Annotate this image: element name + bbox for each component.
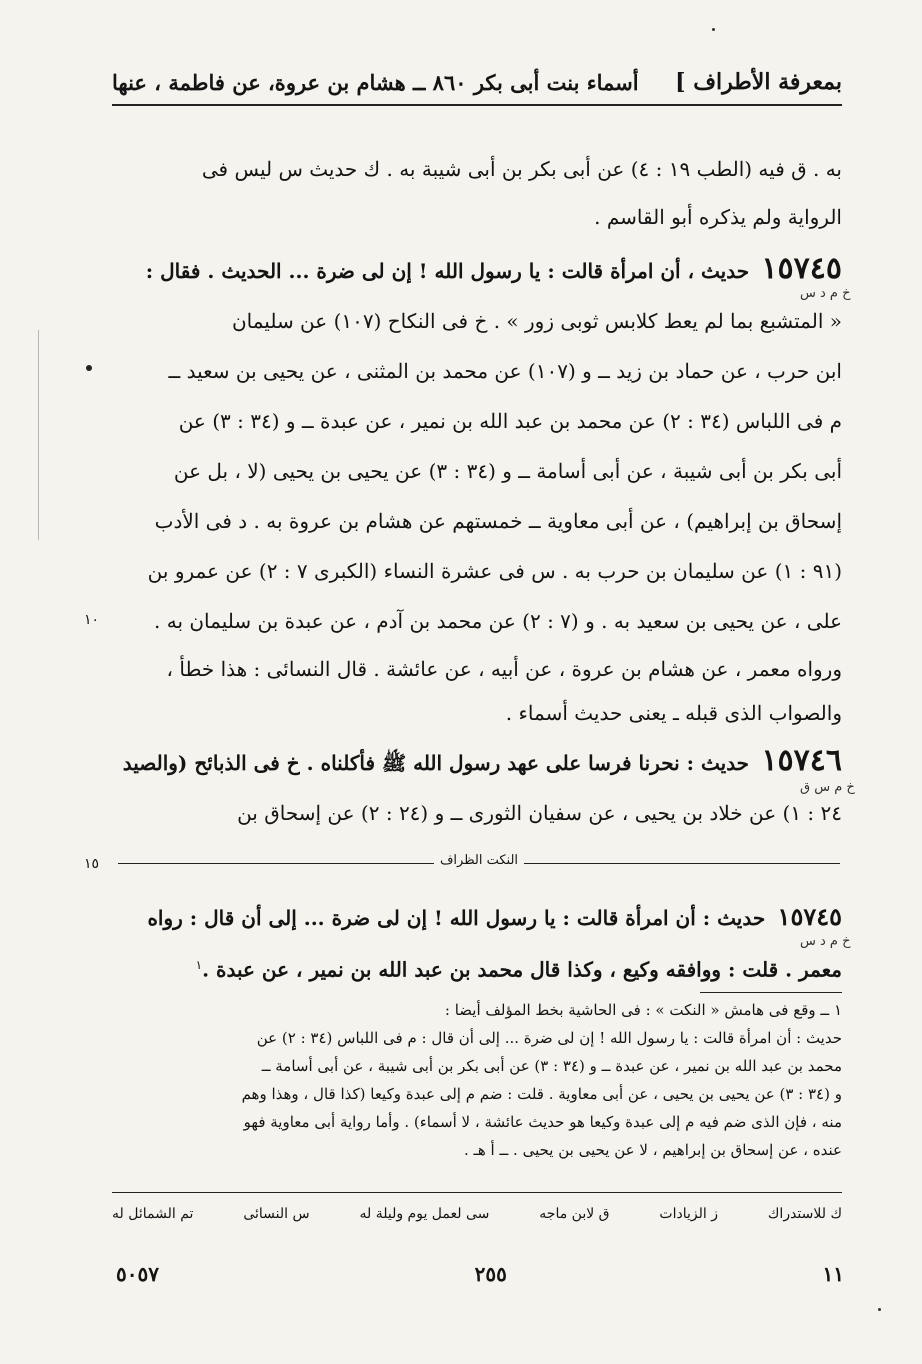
text-line-6: م فى اللباس (٣٤ : ٢) عن محمد بن عبد الله بن نمير ، عن عبدة ــ و (٣٤ : ٣) عن <box>178 409 842 433</box>
legend-item: سى لعمل يوم وليلة له <box>359 1206 490 1222</box>
text-line-14: ٢٤ : ١) عن خلاد بن يحيى ، عن سفيان الثورى ــ و (٢٤ : ٢) عن إسحاق بن <box>237 801 842 825</box>
footnote-line: و (٣٤ : ٣) عن يحيى بن يحيى ، عن أبى معاوية . قلت : ضم م إلى عبدة وكيعا (كذا قال ، وهذا وهم <box>241 1085 842 1103</box>
hadith-number: ١٥٧٤٥ <box>777 902 842 931</box>
scan-speck <box>712 28 715 31</box>
text-line-9: (٩١ : ١) عن سليمان بن حرب به . س فى عشرة النساء (الكبرى ٧ : ٢) عن عمرو بن <box>147 559 842 583</box>
divider-label: النكت الظراف <box>434 853 524 868</box>
page-footer <box>116 1262 844 1290</box>
header-book-title: بمعرفة الأطراف ] <box>675 69 842 95</box>
scan-edge-line <box>38 330 39 540</box>
legend-item: ق لابن ماجه <box>539 1206 610 1222</box>
footnote-ref: ١ <box>195 958 203 972</box>
legend-item: س النسائى <box>243 1206 310 1222</box>
header-section-title: أسماء بنت أبى بكر ٨٦٠ ــ هشام بن عروة، عن فاطمة ، عنها <box>112 69 639 95</box>
running-header <box>112 60 842 106</box>
text-line-7: أبى بكر بن أبى شيبة ، عن أبى أسامة ــ و (٣٤ : ٣) عن يحيى بن يحيى (لا ، بل عن <box>173 459 842 483</box>
footnote-line: ١ ــ وقع فى هامش « النكت » : فى الحاشية بخط المؤلف أيضا : <box>444 1001 842 1019</box>
text-line-1: به . ق فيه (الطب ١٩ : ٤) عن أبى بكر بن أبى شيبة به . ك حديث س ليس فى <box>201 157 842 181</box>
hadith-text: حديث : نحرنا فرسا على عهد رسول الله ﷺ فأكلناه . خ فى الذبائح (والصيد <box>122 751 750 775</box>
hadith-number: ١٥٧٤٥ <box>761 251 842 286</box>
text-line-8: إسحاق بن إبراهيم) ، عن أبى معاوية ــ خمستهم عن هشام بن عروة به . د فى الأدب <box>154 509 842 533</box>
footnote-rule <box>700 992 842 993</box>
legend-item: ز الزيادات <box>659 1206 718 1222</box>
sigla-note: خ م س ق <box>800 780 855 795</box>
footnote-line: عنده ، عن إسحاق بن إبراهيم ، لا عن يحيى بن يحيى . ــ أ هـ . <box>463 1141 842 1159</box>
text-line-2: الرواية ولم يذكره أبو القاسم . <box>594 205 842 229</box>
hadith-15745-line-1 <box>110 248 842 290</box>
line-number-10: ١٠ <box>84 612 100 628</box>
hadith-number: ١٥٧٤٦ <box>761 743 842 778</box>
scan-speck <box>878 1308 881 1311</box>
nukat-text: حديث : أن امرأة قالت : يا رسول الله ! إن لى ضرة ... إلى أن قال : رواه <box>147 906 766 930</box>
text-line-10: على ، عن يحيى بن سعيد به . و (٧ : ٢) عن محمد بن آدم ، عن عبدة بن سليمان به . <box>154 609 842 633</box>
text-line-4: « المتشبع بما لم يعط كلابس ثوبى زور » . خ فى النكاح (١٠٧) عن سليمان <box>231 309 842 333</box>
nukat-line-2 <box>110 944 842 986</box>
sigla-note: خ م د س <box>800 934 851 949</box>
footnote-line: منه ، فإن الذى ضم فيه م إلى عبدة وكيعا هو حديث عائشة ، لا أسماء) . وأما رواية أبى معاوية فهو <box>243 1113 842 1131</box>
footnote-line: حديث : أن امرأة قالت : يا رسول الله ! إن لى ضرة ... إلى أن قال : م فى اللباس (٣٤ : ٢) عن <box>256 1029 842 1047</box>
footnote-line: محمد بن عبد الله بن نمير ، عن عبدة ــ و (٣٤ : ٣) عن أبى بكر بن أبى شيبة ، عن أبى أسامة ــ <box>261 1057 842 1075</box>
margin-bullet <box>86 365 92 371</box>
sigla-legend <box>112 1206 842 1232</box>
nukat-line-1 <box>110 896 842 938</box>
sigla-note: خ م د س <box>800 286 851 301</box>
legend-item: ك للاستدراك <box>767 1206 842 1222</box>
volume-number: ١١ <box>822 1262 844 1286</box>
text-line-12: والصواب الذى قبله ـ يعنى حديث أسماء . <box>505 701 842 725</box>
text-line-11: ورواه معمر ، عن هشام بن عروة ، عن أبيه ، عن عائشة . قال النسائى : هذا خطأ ، <box>166 657 842 681</box>
hadith-text: حديث ، أن امرأة قالت : يا رسول الله ! إن لى ضرة ... الحديث . فقال : <box>145 259 750 283</box>
legend-rule <box>112 1192 842 1193</box>
page-number: ٢٥٥ <box>474 1262 507 1286</box>
line-number-15: ١٥ <box>84 856 100 872</box>
nukat-text: معمر . قلت : ووافقه وكيع ، وكذا قال محمد بن عبد الله بن نمير ، عن عبدة . <box>202 957 842 982</box>
hadith-15746-line-1 <box>110 740 842 782</box>
text-line-5: ابن حرب ، عن حماد بن زيد ــ و (١٠٧) عن محمد بن المثنى ، عن يحيى بن سعيد ــ <box>168 359 842 383</box>
legend-item: تم الشمائل له <box>112 1206 194 1222</box>
section-divider <box>118 853 840 870</box>
hadith-count: ٥٠٥٧ <box>116 1262 159 1286</box>
